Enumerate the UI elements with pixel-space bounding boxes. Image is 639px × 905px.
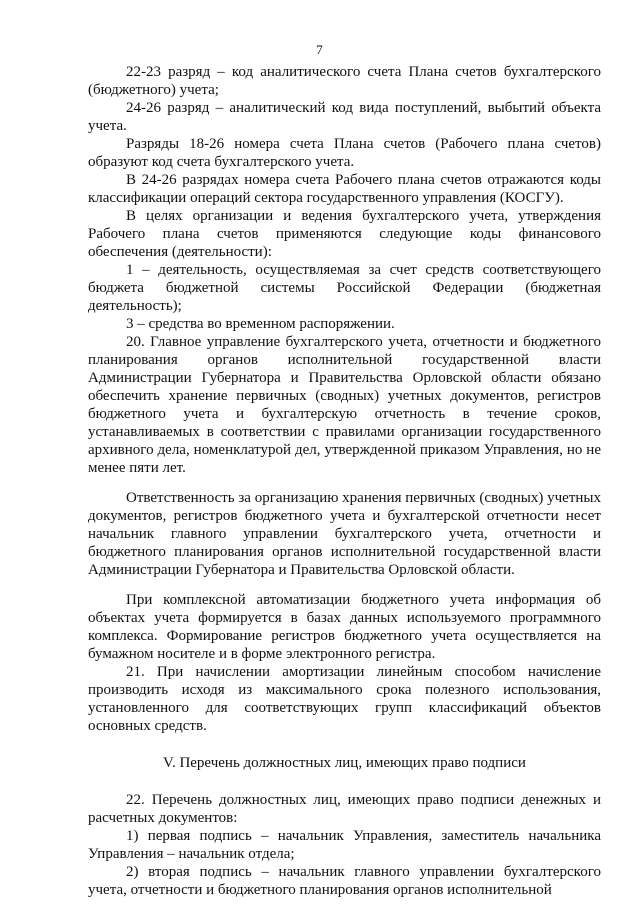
document-body	[88, 63, 601, 899]
paragraph-digits-22-23: 22-23 разряд – код аналитического счета Плана счетов бухгалтерского (бюджетного) учета;	[88, 64, 601, 98]
paragraph-financial-codes: В целях организации и ведения бухгалтерского учета, утверждения Рабочего плана счетов применяются следующие коды финансового обеспечения (деятельности):	[88, 208, 601, 260]
paragraph-automation: При комплексной автоматизации бюджетного учета информация об объектах учета формируется в базах данных используемого программного комплекса. Формирование регистров бюджетного учета осуществляется на бумажном носителе и в форме электронного регистра.	[88, 592, 601, 662]
paragraph-digits-18-26: Разряды 18-26 номера счета Плана счетов (Рабочего плана счетов) образуют код счета бухгалтерского учета.	[88, 136, 601, 170]
section-heading: V. Перечень должностных лиц, имеющих право подписи	[163, 755, 526, 771]
paragraph-code-1: 1 – деятельность, осуществляемая за счет средств соответствующего бюджета бюджетной системы Российской Федерации (бюджетная деятельность);	[88, 262, 601, 314]
paragraph-digits-24-26: 24-26 разряд – аналитический код вида поступлений, выбытий объекта учета.	[88, 100, 601, 134]
paragraph-second-signature: 2) вторая подпись – начальник главного управлении бухгалтерского учета, отчетности и бюджетного планирования органов исполнительной	[88, 864, 601, 898]
paragraph-first-signature: 1) первая подпись – начальник Управления, заместитель начальника Управления – начальник отдела;	[88, 828, 601, 862]
paragraph-item-22: 22. Перечень должностных лиц, имеющих право подписи денежных и расчетных документов:	[88, 792, 601, 826]
paragraph-responsibility: Ответственность за организацию хранения первичных (сводных) учетных документов, регистров бюджетного учета и бухгалтерской отчетности несет начальник главного управлении бухгалтерского учета, отчетности и бюджетного планирования органов исполнительной государственной власти Администрации Губернатора и Правительства Орловской области.	[88, 490, 601, 578]
page-number: 7	[316, 42, 323, 57]
paragraph-item-20: 20. Главное управление бухгалтерского учета, отчетности и бюджетного планирования органов исполнительной государственной власти Администрации Губернатора и Правительства Орловской области обязано обеспечить хранение первичных (сводных) учетных документов, регистров бюджетного учета и бухгалтерскую отчетность в течение сроков, устанавливаемых в соответствии с правилами организации государственного архивного дела, номенклатурой дел, утвержденной приказом Управления, но не менее пяти лет.	[88, 334, 601, 476]
paragraph-kosgu: В 24-26 разрядах номера счета Рабочего плана счетов отражаются коды классификации операций сектора государственного управления (КОСГУ).	[88, 172, 601, 206]
paragraph-code-3: 3 – средства во временном распоряжении.	[126, 316, 395, 332]
paragraph-item-21: 21. При начислении амортизации линейным способом начисление производить исходя из максимального срока полезного использования, установленного для соответствующих групп классификаций объектов основных средств.	[88, 664, 601, 734]
